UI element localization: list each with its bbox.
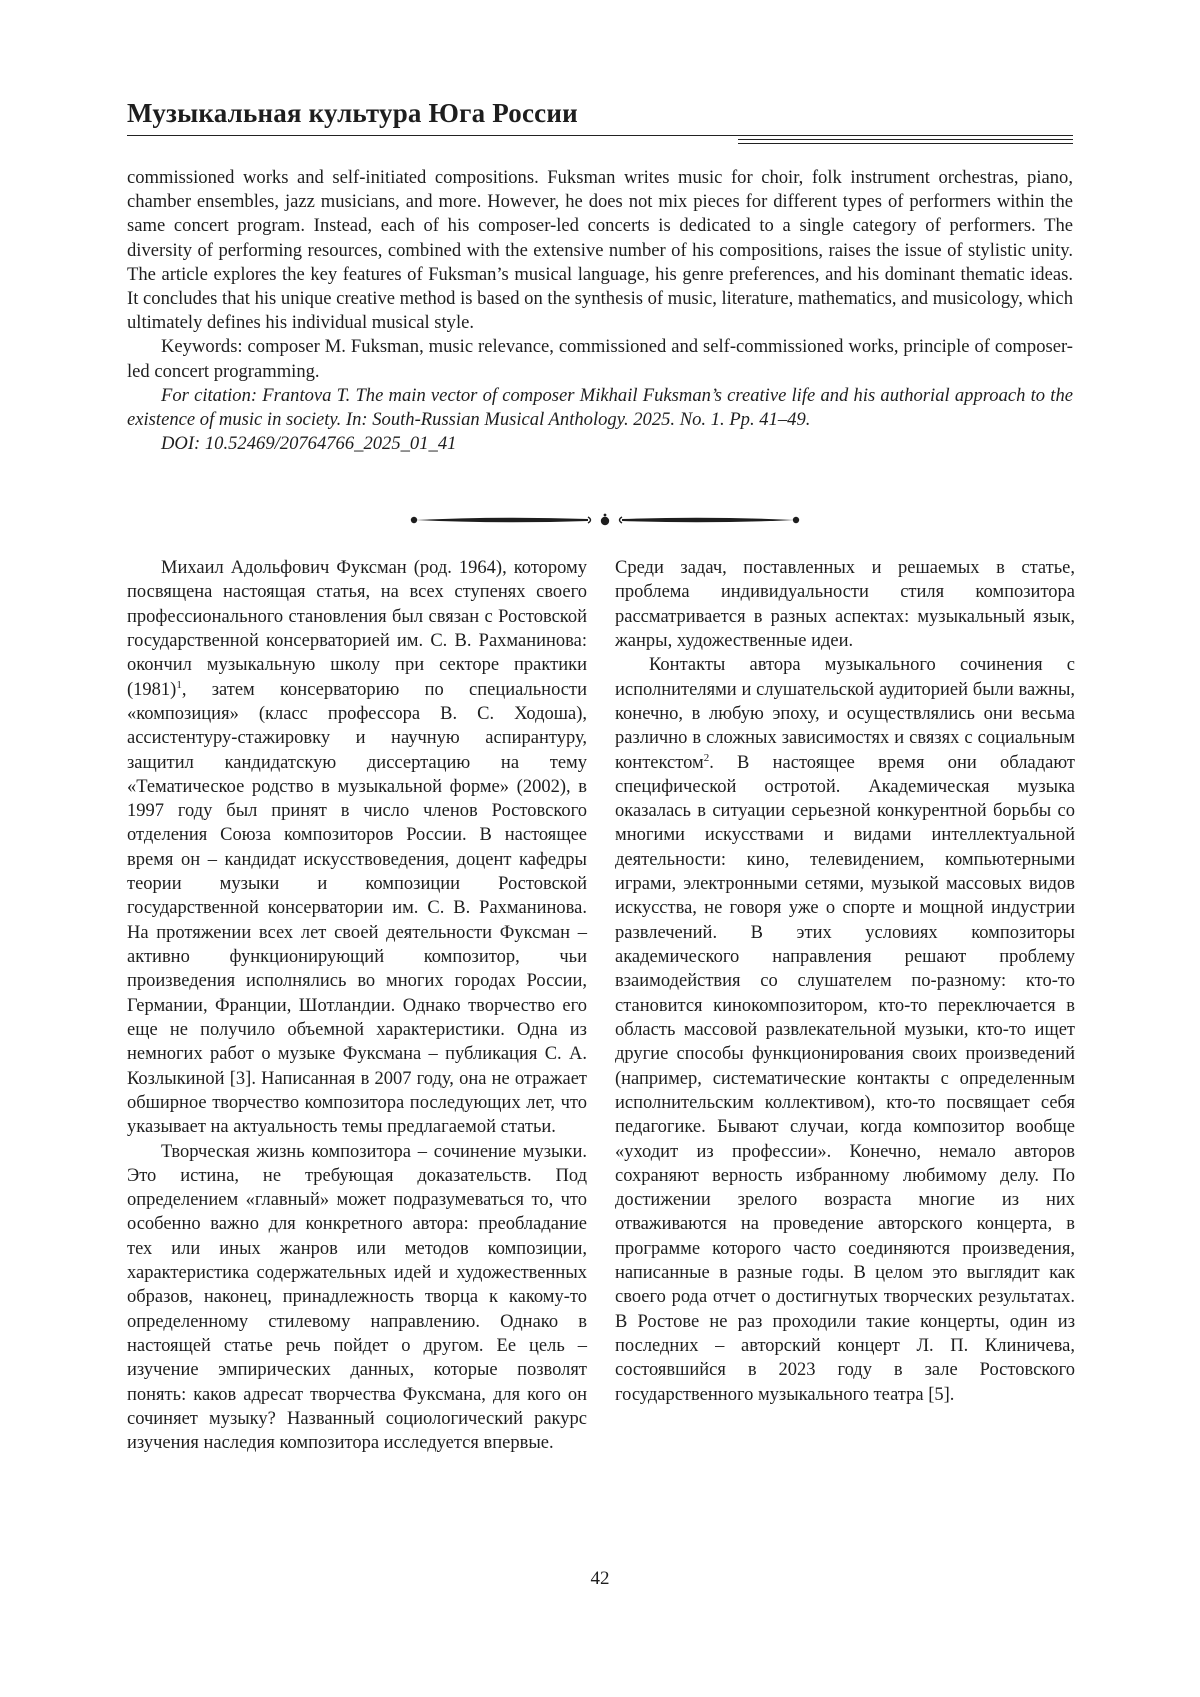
footnote-marker-1: 1 — [176, 678, 182, 691]
abstract-section — [127, 166, 1073, 456]
right-paragraph-2-part-a: Контакты автора музыкального сочинения с исполнителями и слушательской аудиторией были важны, конечно, в любую эпоху, и осуществлялись они весьма различно в сложных зависимостях и связях с социальным контекстом — [615, 655, 1075, 773]
left-column — [127, 556, 587, 1456]
journal-title: Музыкальная культура Юга России — [127, 98, 578, 128]
header-rule-main — [127, 135, 1073, 136]
right-column — [615, 556, 1075, 1407]
abstract-keywords: Keywords: composer M. Fuksman, music relevance, commissioned and self-commissioned works, principle of composer-led concert programming. — [127, 336, 1073, 382]
left-paragraph-1 — [127, 556, 587, 1140]
right-paragraph-2-part-b: . В настоящее время они обладают специфической остротой. Академическая музыка оказалась в ситуации серьезной конкурентной борьбы со многими искусствами и видами интеллектуальной деятельности: кино, телевидением, компьютерными играми, электронными сетями, музыкой массовых видов искусства, не говоря уже о спорте и мощной индустрии развлечений. В этих условиях композиторы академического направления решают проблему взаимодействия со слушателем по-разному: кто-то становится кинокомпозитором, кто-то переключается в область массовой развлекательной музыки, кто-то ищет другие способы функционирования своих произведений (например, систематические контакты с определенным исполнительским коллективом), кто-то посвящает себя педагогике. Бывают случаи, когда композитор вообще «уходит из профессии». Конечно, немало авторов сохраняют верность избранному любимому делу. По достижении зрелого возраста многие из них отваживаются на проведение авторского концерта, в программе которого часто соединяются произведения, написанные в разные годы. В целом это выглядит как своего рода отчет о достигнутых творческих результатах. В Ростове не раз проходили такие концерты, один из последних – авторский концерт Л. П. Клиничева, состоявшийся в 2023 году в зале Ростовского государственного музыкального театра [5]. — [615, 752, 1075, 1405]
footnote-marker-2: 2 — [703, 751, 710, 764]
right-paragraph-2 — [615, 653, 1075, 1407]
header-rule-extra-1 — [738, 139, 1073, 140]
page-number: 42 — [590, 1568, 610, 1589]
left-paragraph-2: Творческая жизнь композитора – сочинение музыки. Это истина, не требующая доказательств. Под определением «главный» может подразумеваться то, что особенно важно для конкретного автора: преобладание тех или иных жанров или методов композиции, характеристика содержательных идей и художественных образов, наконец, принадлежность творца к какому-то определенному стилевому направлению. Однако в настоящей статье речь пойдет о другом. Ее цель – изучение эмпирических данных, которые позволят понять: каков адресат творчества Фуксмана, для кого он сочиняет музыку? Названный социологический ракурс изучения наследия композитора исследуется впервые. — [127, 1141, 587, 1454]
abstract-continuation: commissioned works and self-initiated compositions. Fuksman writes music for choir, folk instrument orchestras, piano, chamber ensembles, jazz musicians, and more. However, he does not mix pieces for different types of performers within the same concert program. Instead, each of his composer-led concerts is dedicated to a single category of performers. The diversity of performing resources, combined with the extensive number of his compositions, raises the issue of stylistic unity. The article explores the key features of Fuksman’s musical language, his genre preferences, and his dominant thematic ideas. It concludes that his unique creative method is based on the synthesis of music, literature, mathematics, and musicology, which ultimately defines his individual musical style. — [127, 167, 1073, 334]
left-paragraph-2-continuation: Среди задач, поставленных и решаемых в статье, проблема индивидуальности стиля композитора рассматривается в разных аспектах: музыкальный язык, жанры, художественные идеи. — [615, 558, 1075, 651]
section-divider-ornament — [410, 509, 800, 531]
header-rule-extra-2 — [738, 143, 1073, 144]
left-paragraph-1-part-b: , затем консерваторию по специальности «композиция» (класс профессора В. С. Ходоша), ассистентуру-стажировку и научную аспирантуру, защитил кандидатскую диссертацию на тему «Тематическое родство в музыкальной форме» (2002), в 1997 году был принят в число членов Ростовского отделения Союза композиторов России. В настоящее время он – кандидат искусствоведения, доцент кафедры теории музыки и композиции Ростовской государственной консерватории им. С. В. Рахманинова. На протяжении всех лет своей деятельности Фуксман – активно функционирующий композитор, чьи произведения исполнялись во многих городах России, Германии, Франции, Шотландии. Однако творчество его еще не получило объемной характеристики. Одна из немногих работ о музыке Фуксмана – публикация С. А. Козлыкиной [3]. Написанная в 2007 году, она не отражает обширное творчество композитора последующих лет, что указывает на актуальность темы предлагаемой статьи. — [127, 679, 587, 1138]
left-paragraph-1-part-a: Михаил Адольфович Фуксман (род. 1964), которому посвящена настоящая статья, на всех ступенях своего профессионального становления был связан с Ростовской государственной консерваторией им. С. В. Рахманинова: окончил музыкальную школу при секторе практики (1981) — [127, 558, 587, 700]
abstract-doi: DOI: 10.52469/20764766_2025_01_41 — [161, 433, 457, 455]
abstract-citation: For citation: Frantova T. The main vector of composer Mikhail Fuksman’s creative life and his authorial approach to the existence of music in society. In: South-Russian Musical Anthology. 2025. No. 1. Pp. 41–49. — [127, 384, 1073, 431]
